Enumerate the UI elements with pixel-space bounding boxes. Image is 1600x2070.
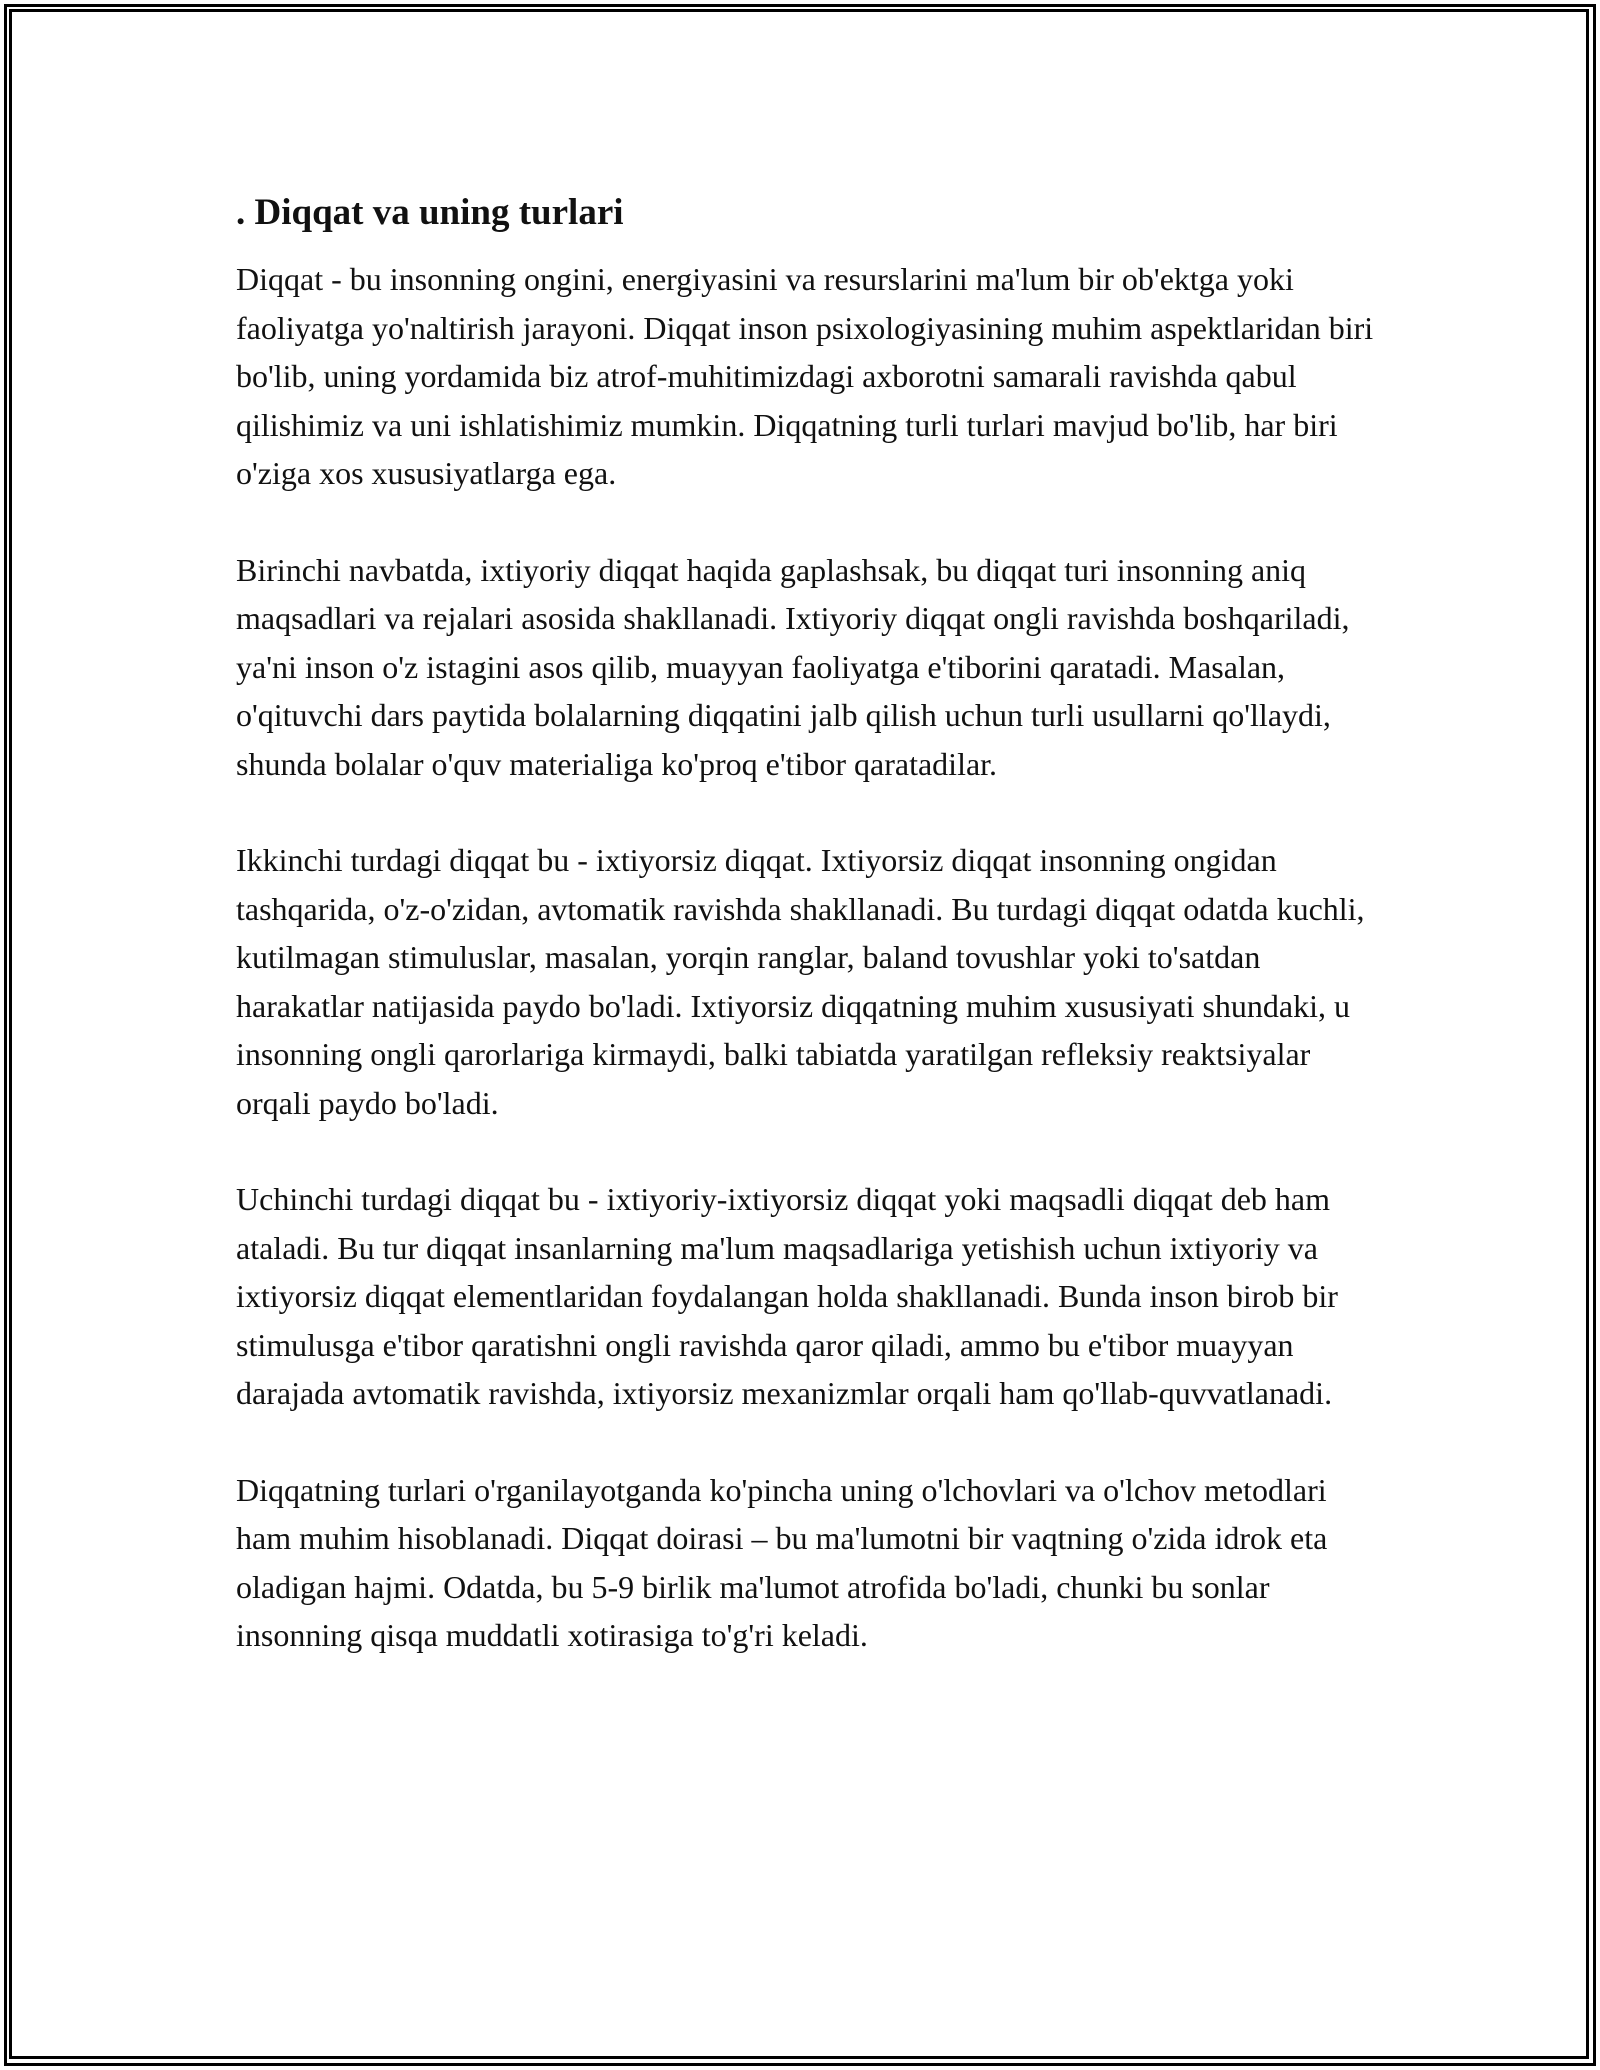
paragraph-attention-span: Diqqatning turlari o'rganilayotganda ko'pincha uning o'lchovlari va o'lchov metodlari ham muhim hisoblanadi. Diqqat doirasi – bu ma'lumotni bir vaqtning o'zida idrok eta oladigan hajmi. Odatda, bu 5-9 birlik ma'lumot atrofida bo'ladi, chunki bu sonlar insonning qisqa muddatli xotirasiga to'g'ri keladi. bbox=[236, 1471, 1328, 1653]
paragraph-voluntary-attention: Birinchi navbatda, ixtiyoriy diqqat haqida gaplashsak, bu diqqat turi insonning aniq maqsadlari va rejalari asosida shakllanadi. Ixtiyoriy diqqat ongli ravishda boshqariladi, ya'ni inson o'z istagini asos qilib, muayyan faoliyatga e'tiborini qaratadi. Masalan, o'qituvchi dars paytida bolalarning diqqatini jalb qilish uchun turli usullarni qo'llaydi, shunda bolalar o'quv materialiga ko'proq e'tibor qaratadilar. bbox=[236, 551, 1350, 782]
paragraph-involuntary-attention: Ikkinchi turdagi diqqat bu - ixtiyorsiz diqqat. Ixtiyorsiz diqqat insonning ongidan tashqarida, o'z-o'zidan, avtomatik ravishda shakllanadi. Bu turdagi diqqat odatda kuchli, kutilmagan stimuluslar, masalan, yorqin ranglar, baland tovushlar yoki to'satdan harakatlar natijasida paydo bo'ladi. Ixtiyorsiz diqqatning muhim xususiyati shundaki, u insonning ongli qarorlariga kirmaydi, balki tabiatda yaratilgan refleksiy reaktsiyalar orqali paydo bo'ladi. bbox=[236, 842, 1365, 1121]
document-title: . Diqqat va uning turlari bbox=[236, 192, 624, 233]
paragraph-mixed-attention: Uchinchi turdagi diqqat bu - ixtiyoriy-ixtiyorsiz diqqat yoki maqsadli diqqat deb ham ataladi. Bu tur diqqat insanlarning ma'lum maqsadlariga yetishish uchun ixtiyoriy va ixtiyorsiz diqqat elementlaridan foydalangan holda shakllanadi. Bunda inson birob bir stimulusga e'tibor qaratishni ongli ravishda qaror qiladi, ammo bu e'tibor muayyan darajada avtomatik ravishda, ixtiyorsiz mexanizmlar orqali ham qo'llab-quvvatlanadi. bbox=[236, 1181, 1338, 1411]
paragraph-definition: Diqqat - bu insonning ongini, energiyasini va resurslarini ma'lum bir ob'ektga yoki faoliyatga yo'naltirish jarayoni. Diqqat inson psixologiyasining muhim aspektlaridan biri bo'lib, uning yordamida biz atrof-muhitimizdagi axborotni samarali ravishda qabul qilishimiz va uni ishlatishimiz mumkin. Diqqatning turli turlari mavjud bo'lib, har biri o'ziga xos xususiyatlarga ega. bbox=[236, 261, 1374, 491]
document-body bbox=[236, 185, 1376, 1660]
